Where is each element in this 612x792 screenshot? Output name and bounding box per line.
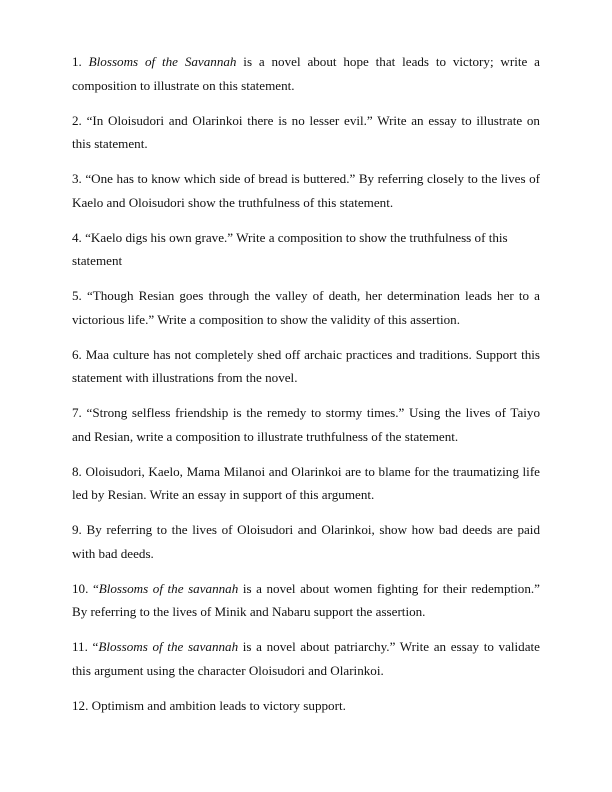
question-item-8 — [72, 460, 540, 507]
question-number: 10. — [72, 580, 89, 596]
question-number: 6. — [72, 346, 82, 362]
question-number: 7. — [72, 405, 82, 420]
question-number: 12. — [72, 697, 89, 713]
book-title: Blossoms of the savannah — [98, 580, 239, 596]
question-text: “One has to know which side of bread is buttered.” By referring closely to the lives of Kaelo and Oloisudori show the truthfulness of this statement. — [72, 171, 540, 210]
question-text: Maa culture has not completely shed off archaic practices and traditions. Support this statement with illustrations from the novel. — [72, 346, 540, 385]
question-text: “In Oloisudori and Olarinkoi there is no lesser evil.” Write an essay to illustrate on this statement. — [72, 112, 540, 151]
question-item-12 — [72, 694, 540, 718]
question-item-6 — [72, 343, 540, 390]
question-item-11 — [72, 635, 540, 682]
question-item-3 — [72, 167, 540, 214]
question-item-4 — [72, 226, 540, 273]
question-item-1 — [72, 50, 540, 97]
question-pre: “ — [92, 639, 99, 654]
question-text: By referring to the lives of Oloisudori and Olarinkoi, show how bad deeds are paid with bad deeds. — [72, 522, 540, 561]
question-pre: “ — [92, 580, 99, 596]
question-number: 4. — [72, 229, 82, 245]
question-item-2 — [72, 109, 540, 156]
question-number: 11. — [72, 639, 88, 654]
question-text: “Though Resian goes through the valley of death, her determination leads her to a victorious life.” Write a composition to show the validity of this assertion. — [72, 288, 540, 327]
question-list — [72, 50, 540, 729]
question-number: 9. — [72, 522, 82, 537]
book-title: Blossoms of the Savannah — [88, 54, 237, 69]
question-text: is a novel about patriarchy.” Write an essay to validate this argument using the character Oloisudori and Olarinkoi. — [72, 639, 540, 678]
question-text: “Kaelo digs his own grave.” Write a composition to show the truthfulness of this statement — [72, 229, 508, 268]
question-number: 1. — [72, 54, 82, 69]
question-text: “Strong selfless friendship is the remedy to stormy times.” Using the lives of Taiyo and Resian, write a composition to illustrate truthfulness of the statement. — [72, 405, 541, 444]
question-item-7 — [72, 401, 540, 448]
question-item-5 — [72, 284, 540, 331]
book-title: Blossoms of the savannah — [98, 639, 239, 654]
question-item-9 — [72, 518, 540, 565]
question-number: 5. — [72, 288, 82, 303]
question-text: Oloisudori, Kaelo, Mama Milanoi and Olarinkoi are to blame for the traumatizing life led by Resian. Write an essay in support of this argument. — [72, 463, 540, 502]
question-item-10 — [72, 577, 540, 624]
question-text: Optimism and ambition leads to victory support. — [91, 697, 346, 713]
question-number: 2. — [72, 112, 82, 128]
question-number: 3. — [72, 171, 82, 186]
question-number: 8. — [72, 463, 82, 479]
question-text: is a novel about women fighting for their redemption.” By referring to the lives of Minik and Nabaru support the assertion. — [72, 580, 540, 619]
question-text: is a novel about hope that leads to victory; write a composition to illustrate on this statement. — [72, 54, 540, 93]
